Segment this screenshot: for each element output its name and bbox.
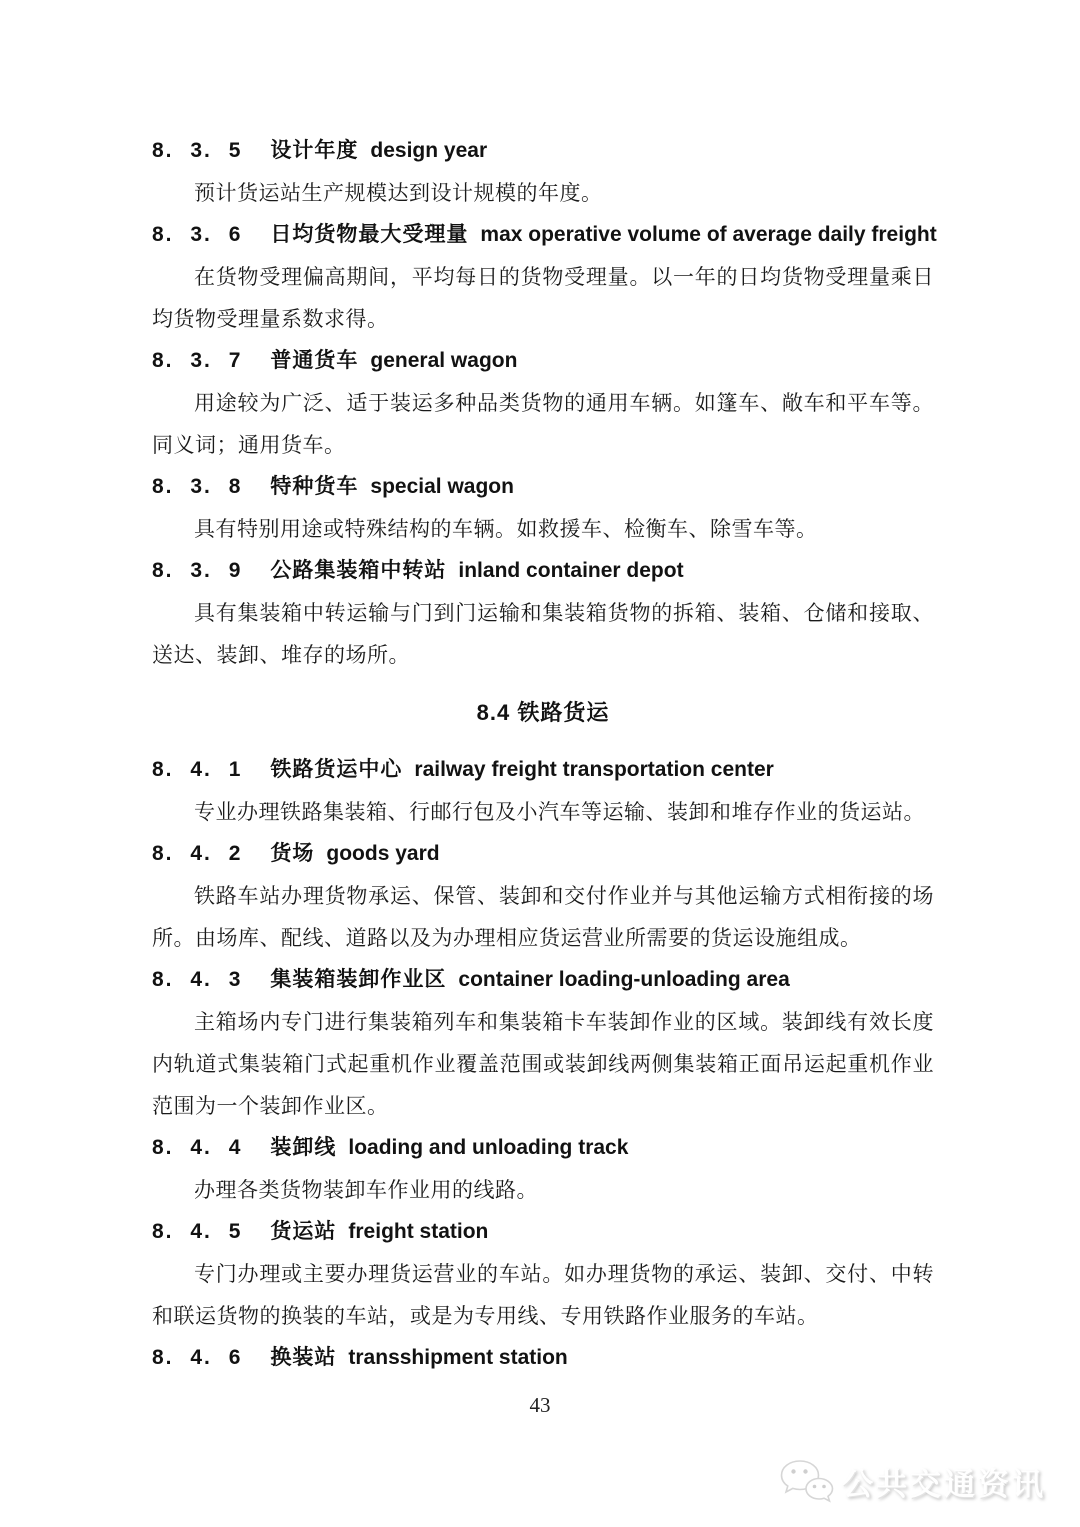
term-number: 8. 4. 3 [152,968,243,991]
term-number: 8. 3. 5 [152,139,243,162]
term-heading [152,749,934,791]
term-definition: 具有集装箱中转运输与门到门运输和集装箱货物的拆箱、装箱、仓储和接取、送达、装卸、堆存的场所。 [152,601,934,667]
term-entry-8-3-7 [152,340,934,466]
term-definition: 铁路车站办理货物承运、保管、装卸和交付作业并与其他运输方式相衔接的场所。由场库、配线、道路以及为办理相应货运营业所需要的货运设施组成。 [152,884,934,950]
term-zh: 货场 [270,842,315,865]
term-definition: 具有特别用途或特殊结构的车辆。如救援车、检衡车、除雪车等。 [194,517,818,541]
term-en: transshipment station [348,1346,568,1369]
term-number: 8. 4. 2 [152,842,243,865]
term-number: 8. 4. 6 [152,1346,243,1369]
term-entry-8-4-1 [152,749,934,833]
page-number: 43 [529,1393,551,1417]
term-entry-8-3-5 [152,130,934,214]
term-zh: 集装箱装卸作业区 [270,968,447,991]
term-definition: 用途较为广泛、适于装运多种品类货物的通用车辆。如篷车、敞车和平车等。同义词；通用货车。 [152,391,934,457]
term-entry-8-3-9 [152,550,934,676]
term-zh: 铁路货运中心 [270,758,403,781]
term-heading [152,130,934,172]
term-number: 8. 4. 1 [152,758,243,781]
term-heading [152,340,934,382]
term-en: container loading-unloading area [458,968,790,991]
term-definition: 在货物受理偏高期间，平均每日的货物受理量。以一年的日均货物受理量乘日均货物受理量系数求得。 [152,265,934,331]
term-definition: 主箱场内专门进行集装箱列车和集装箱卡车装卸作业的区域。装卸线有效长度内轨道式集装箱门式起重机作业覆盖范围或装卸线两侧集装箱正面吊运起重机作业范围为一个装卸作业区。 [152,1010,934,1118]
term-definition: 专业办理铁路集装箱、行邮行包及小汽车等运输、装卸和堆存作业的货运站。 [194,800,925,824]
term-heading [152,466,934,508]
term-en: general wagon [370,349,518,372]
watermark-text: 公共交通资讯 [842,1466,1046,1502]
term-heading [152,959,934,1001]
term-entry-8-4-2 [152,833,934,959]
term-entry-8-4-3 [152,959,934,1127]
term-zh: 公路集装箱中转站 [270,559,447,582]
term-en: inland container depot [458,559,684,582]
term-en: freight station [348,1220,489,1243]
term-zh: 设计年度 [270,139,359,162]
term-heading [152,550,934,592]
term-number: 8. 3. 7 [152,349,243,372]
term-zh: 日均货物最大受理量 [270,223,469,246]
term-entry-8-4-6 [152,1337,934,1379]
term-en: loading and unloading track [348,1136,629,1159]
term-number: 8. 3. 8 [152,475,243,498]
term-en: goods yard [326,842,440,865]
term-number: 8. 4. 5 [152,1220,243,1243]
term-zh: 货运站 [270,1220,337,1243]
term-number: 8. 3. 9 [152,559,243,582]
term-zh: 特种货车 [270,475,359,498]
term-zh: 普通货车 [270,349,359,372]
term-definition: 办理各类货物装卸车作业用的线路。 [194,1178,538,1202]
wechat-icon [778,1457,834,1505]
term-entry-8-4-5 [152,1211,934,1337]
term-heading [152,1211,934,1253]
term-definition: 预计货运站生产规模达到设计规模的年度。 [194,181,603,205]
term-definition: 专门办理或主要办理货运营业的车站。如办理货物的承运、装卸、交付、中转和联运货物的换装的车站，或是为专用线、专用铁路作业服务的车站。 [152,1262,934,1328]
term-entry-8-4-4 [152,1127,934,1211]
watermark [778,1457,1046,1505]
term-number: 8. 4. 4 [152,1136,243,1159]
term-entry-8-3-6 [152,214,937,340]
term-en: special wagon [370,475,514,498]
term-heading [152,1337,934,1379]
term-en: railway freight transportation center [414,758,774,781]
term-entry-8-3-8 [152,466,934,550]
term-heading [152,1127,934,1169]
term-heading [152,833,934,875]
term-heading [152,214,937,256]
section-heading: 8.4 铁路货运 [476,700,610,725]
term-en: design year [370,139,488,162]
term-number: 8. 3. 6 [152,223,243,246]
term-zh: 装卸线 [270,1136,337,1159]
page-content [152,130,937,1379]
term-zh: 换装站 [270,1346,337,1369]
term-en: max operative volume of average daily freight [480,223,937,246]
